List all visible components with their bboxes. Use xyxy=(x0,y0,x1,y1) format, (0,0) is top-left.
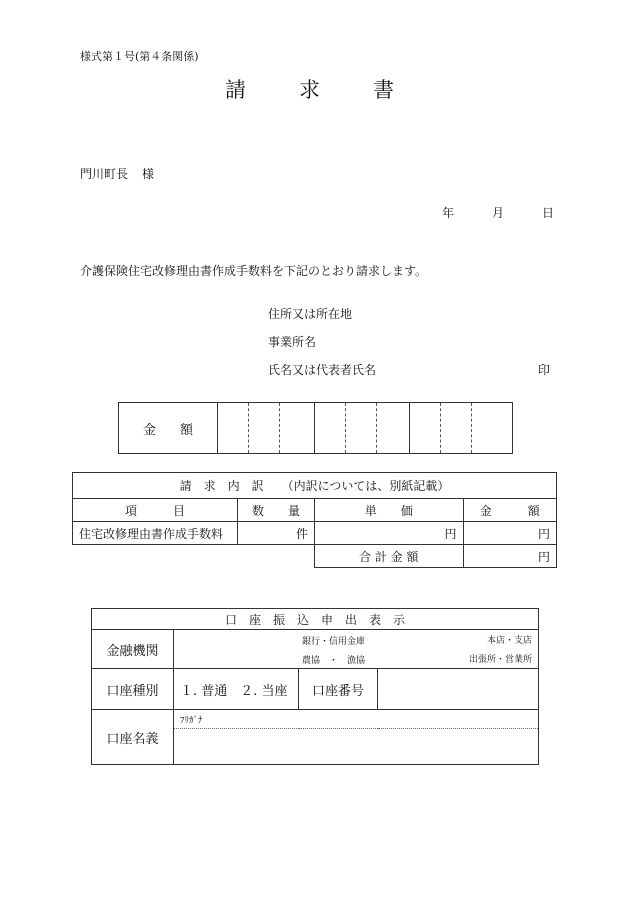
amount-digit-cell[interactable] xyxy=(377,403,410,453)
title-char-2: 求 xyxy=(299,78,320,102)
amount-digit-cell[interactable] xyxy=(410,403,441,453)
amount-label-char-1: 金 xyxy=(142,422,156,438)
amount-label-char-2: 額 xyxy=(180,422,194,438)
date-field[interactable] xyxy=(442,204,554,221)
amount-digit-cell[interactable] xyxy=(315,403,346,453)
form-number: 様式第１号(第４条関係) xyxy=(80,50,199,63)
bank-types-row-1[interactable] xyxy=(174,630,539,650)
bank-label: 金融機関 xyxy=(92,630,174,669)
amount-digit-cell[interactable] xyxy=(280,403,315,453)
breakdown-table xyxy=(72,472,557,568)
amount-digit-cell[interactable] xyxy=(441,403,472,453)
holder-label: 口座名義 xyxy=(92,710,174,765)
title-char-3: 書 xyxy=(373,78,394,102)
office-label: 事業所名 xyxy=(268,335,317,349)
address-label: 住所又は所在地 xyxy=(268,307,353,321)
addressee-honorific: 様 xyxy=(142,167,155,181)
account-number-field[interactable] xyxy=(378,669,539,710)
intro-text: 介護保険住宅改修理由書作成手数料を下記のとおり請求します。 xyxy=(80,264,428,278)
addressee-name: 門川町長 xyxy=(80,167,129,181)
col-item-header: 項 目 xyxy=(73,499,238,522)
row-item-name: 住宅改修理由書作成手数料 xyxy=(73,522,238,545)
amount-box[interactable] xyxy=(118,402,513,454)
number-label: 口座番号 xyxy=(299,669,378,710)
addressee xyxy=(80,165,154,182)
col-unit-header: 単 価 xyxy=(315,499,464,522)
amount-digit-cell[interactable] xyxy=(218,403,249,453)
amount-digit-cell[interactable] xyxy=(249,403,280,453)
type-options[interactable]: １. 普通 ２. 当座 xyxy=(174,669,299,710)
type-label: 口座種別 xyxy=(92,669,174,710)
date-year-label: 年 xyxy=(442,206,455,220)
account-heading: 口 座 振 込 申 出 表 示 xyxy=(92,609,539,630)
bank-types-2: 農協 ・ 漁協 xyxy=(302,655,366,666)
furigana-label: ﾌﾘｶﾞﾅ xyxy=(180,716,203,727)
furigana-field[interactable] xyxy=(174,710,539,729)
date-month-label: 月 xyxy=(492,206,505,220)
total-amount-cell[interactable]: 円 xyxy=(463,545,556,568)
seal-label: 印 xyxy=(538,363,551,377)
title-char-1: 請 xyxy=(225,78,246,102)
total-label: 合 計 金 額 xyxy=(315,545,464,568)
branch-types-2: 出張所・営業所 xyxy=(468,654,532,665)
bank-types-1: 銀行・信用金庫 xyxy=(302,636,366,647)
amount-digit-cell[interactable] xyxy=(346,403,377,453)
holder-name-field[interactable] xyxy=(174,729,539,765)
branch-types-1: 本店・支店 xyxy=(486,635,532,646)
account-table xyxy=(91,608,539,765)
col-qty-header: 数 量 xyxy=(238,499,315,522)
amount-label xyxy=(119,403,218,453)
name-label: 氏名又は代表者氏名 xyxy=(268,363,377,377)
date-day-label: 日 xyxy=(542,206,555,220)
row-qty-cell[interactable]: 件 xyxy=(238,522,315,545)
page-title xyxy=(225,74,394,104)
row-amount-cell[interactable]: 円 xyxy=(463,522,556,545)
bank-types-row-2[interactable] xyxy=(174,649,539,669)
row-unit-price-cell[interactable]: 円 xyxy=(315,522,464,545)
col-amount-header: 金 額 xyxy=(463,499,556,522)
breakdown-heading: 請 求 内 訳 （内訳については、別紙記載） xyxy=(73,473,557,499)
